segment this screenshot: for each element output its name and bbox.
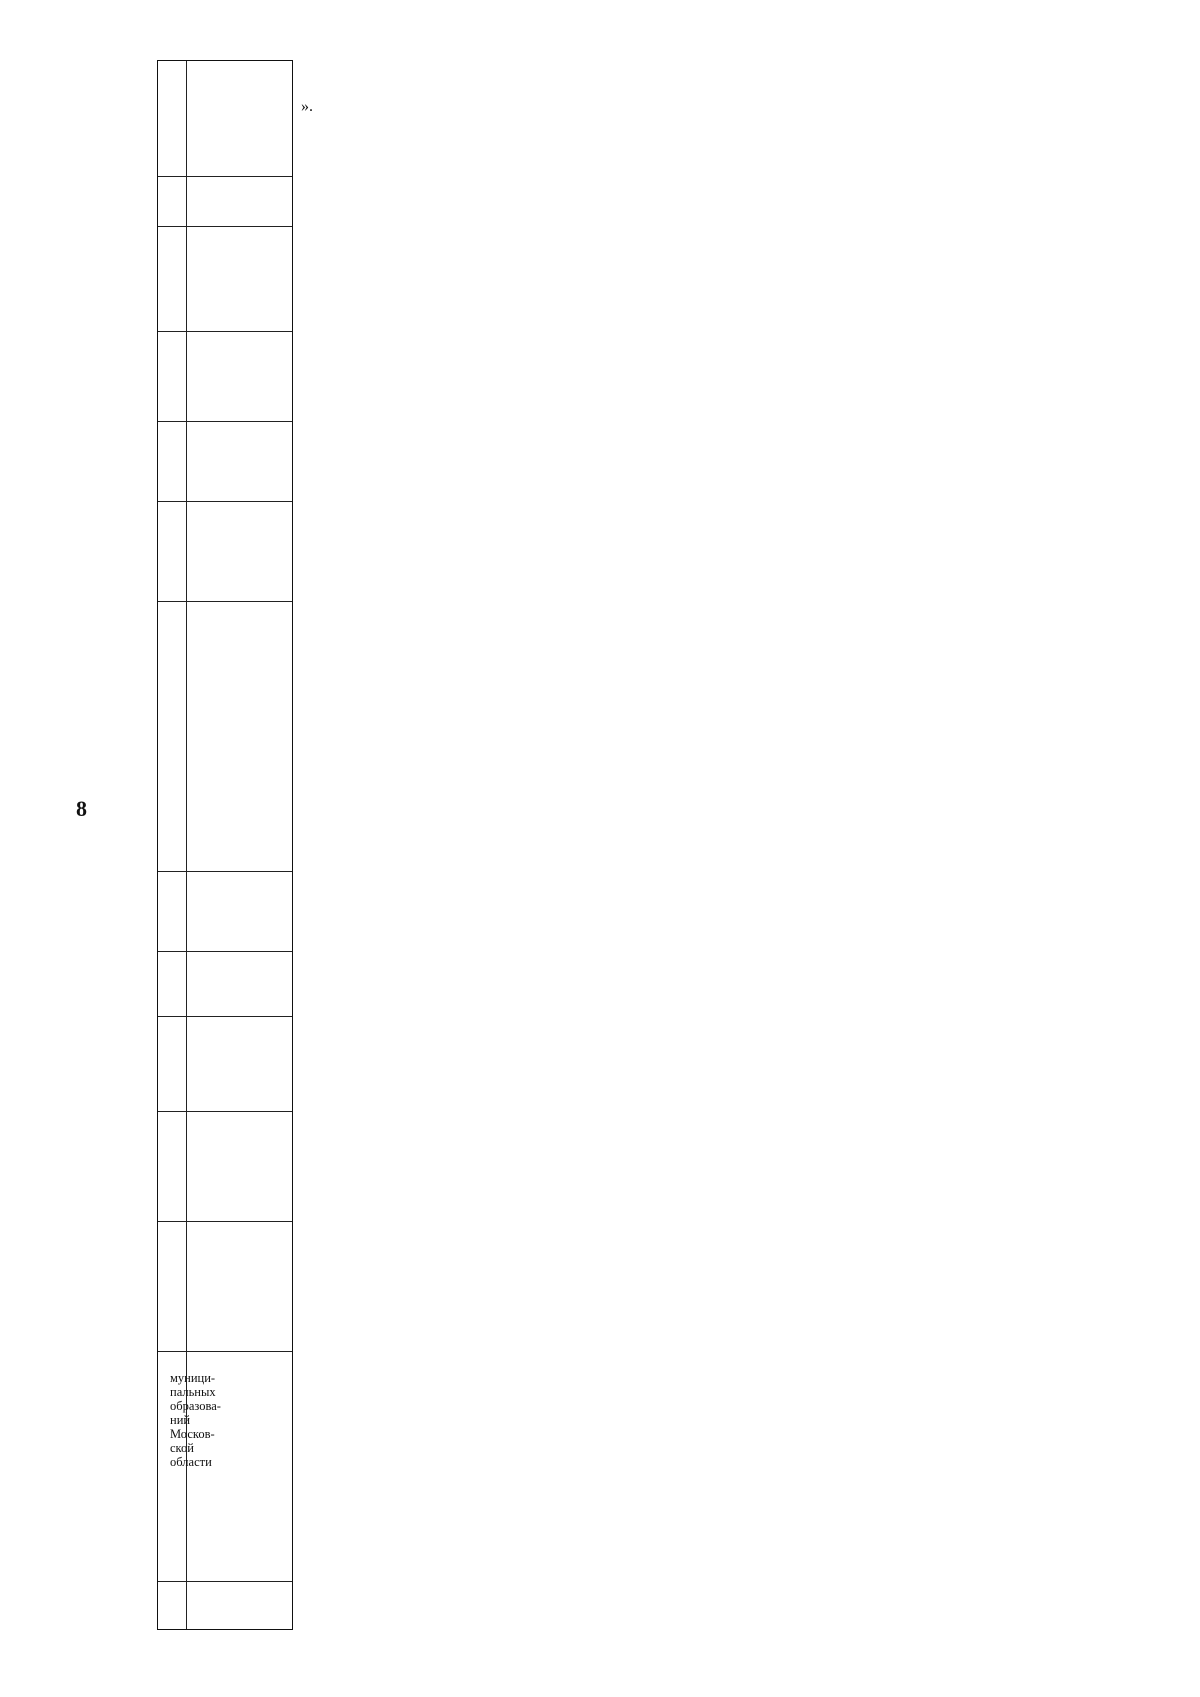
table-hline [158,1221,292,1222]
table-hline [158,1111,292,1112]
table-hline [158,951,292,952]
table-hline [158,176,292,177]
table-hline [158,871,292,872]
table-hline [158,601,292,602]
table-hline [158,331,292,332]
page-number: 8 [76,796,87,821]
table-hline [158,1016,292,1017]
table-hline [158,501,292,502]
table-cell-text: муници- пальных образова- ний Москов- ской области [170,1371,221,1469]
table-hline [158,226,292,227]
closing-quote: ». [301,98,313,115]
table-hline [158,1351,292,1352]
table-hline [158,421,292,422]
top-table [157,60,293,1630]
table-hline [158,1581,292,1582]
